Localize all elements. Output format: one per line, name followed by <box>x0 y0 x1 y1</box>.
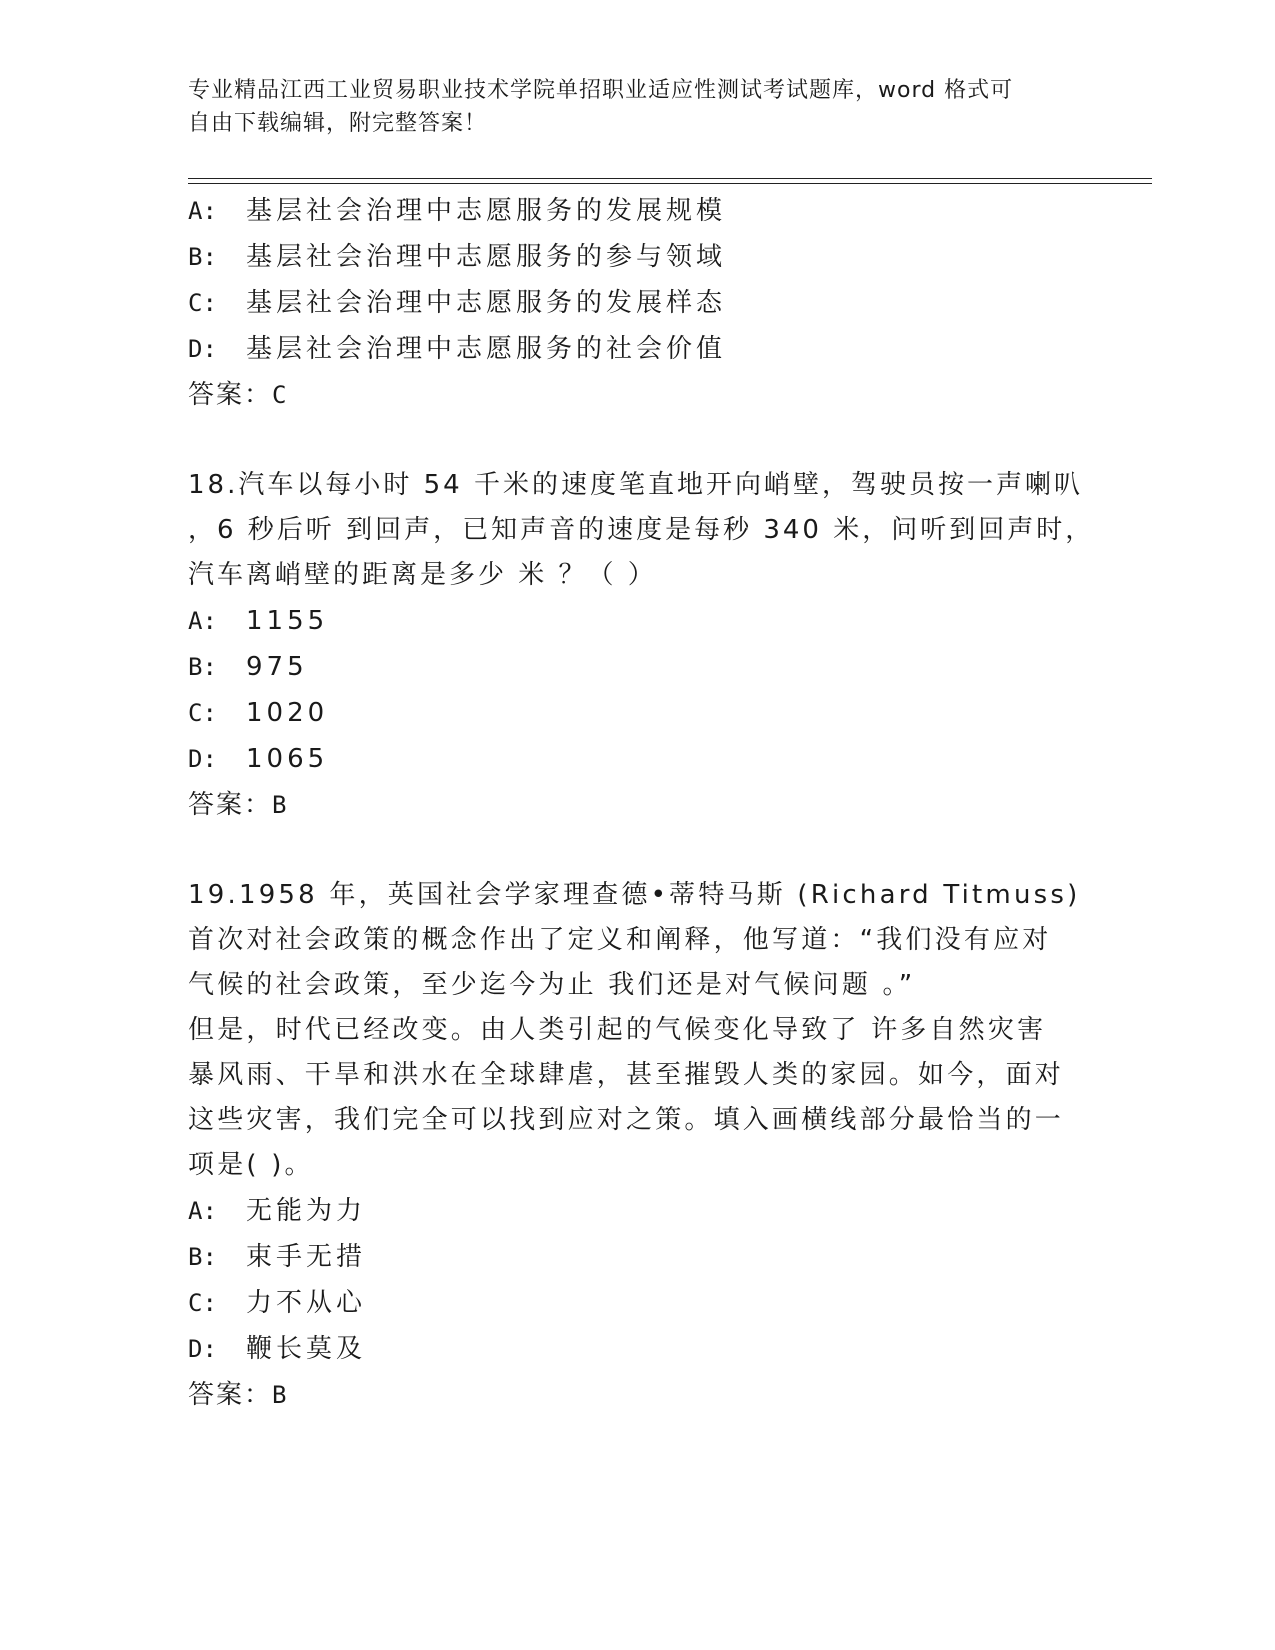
option-a <box>188 188 1088 234</box>
option-text: 基层社会治理中志愿服务的参与领域 <box>246 242 727 272</box>
option-letter: D: <box>188 745 217 773</box>
question-content <box>188 188 1095 1418</box>
option-text: 1065 <box>246 744 329 774</box>
stem-line: ，6 秒后听 到回声，已知声音的速度是每秒 340 米，问听到回声时， <box>188 515 1095 545</box>
stem-line: 首次对社会政策的概念作出了定义和阐释，他写道：“我们没有应对 <box>188 925 1052 955</box>
question-stem <box>188 463 1095 598</box>
option-letter: D: <box>188 1335 217 1363</box>
stem-line: 气候的社会政策，至少迄今为止 我们还是对气候问题 。” <box>188 970 916 1000</box>
spacer <box>188 828 1088 873</box>
question-17 <box>188 188 1088 418</box>
option-d <box>188 736 1088 782</box>
option-letter: B: <box>188 243 217 271</box>
option-letter: B: <box>188 653 217 681</box>
option-letter: C: <box>188 699 217 727</box>
stem-line: 暴风雨、干旱和洪水在全球肆虐，甚至摧毁人类的家园。如今，面对 <box>188 1060 1065 1090</box>
option-text: 基层社会治理中志愿服务的社会价值 <box>246 334 727 364</box>
answer-line <box>188 372 1088 418</box>
stem-line: 19.1958 年，英国社会学家理查德•蒂特马斯 (Richard Titmuss) <box>188 880 1081 910</box>
answer-value: C <box>272 381 289 409</box>
option-text: 1020 <box>246 698 329 728</box>
answer-label: 答案： <box>188 1380 273 1410</box>
option-d <box>188 326 1088 372</box>
option-b <box>188 644 1088 690</box>
option-letter: C: <box>188 1289 217 1317</box>
answer-value: B <box>272 1381 289 1409</box>
answer-label: 答案： <box>188 380 273 410</box>
header-divider-top <box>188 178 1152 179</box>
header-line-1: 专业精品江西工业贸易职业技术学院单招职业适应性测试考试题库，word 格式可 <box>188 78 1014 103</box>
stem-line: 汽车离峭壁的距离是多少 米 ？（ ） <box>188 560 657 590</box>
spacer <box>188 418 1088 463</box>
option-text: 无能为力 <box>246 1196 367 1226</box>
option-letter: A: <box>188 197 217 225</box>
option-a <box>188 1188 1088 1234</box>
option-c <box>188 690 1088 736</box>
header-line-2: 自由下载编辑，附完整答案！ <box>188 111 488 136</box>
header-divider-bottom <box>188 183 1152 184</box>
answer-line <box>188 782 1088 828</box>
option-letter: C: <box>188 289 217 317</box>
option-text: 1155 <box>246 606 329 636</box>
page-header <box>188 74 1068 140</box>
answer-value: B <box>272 791 289 819</box>
option-c <box>188 1280 1088 1326</box>
option-b <box>188 234 1088 280</box>
option-letter: B: <box>188 1243 217 1271</box>
option-c <box>188 280 1088 326</box>
option-a <box>188 598 1088 644</box>
option-letter: A: <box>188 607 217 635</box>
question-stem <box>188 873 1088 1188</box>
option-d <box>188 1326 1088 1372</box>
question-18 <box>188 463 1095 828</box>
option-text: 975 <box>246 652 308 682</box>
stem-line: 但是，时代已经改变。由人类引起的气候变化导致了 许多自然灾害 <box>188 1015 1047 1045</box>
option-text: 束手无措 <box>246 1242 367 1272</box>
option-b <box>188 1234 1088 1280</box>
option-text: 基层社会治理中志愿服务的发展规模 <box>246 196 727 226</box>
option-text: 鞭长莫及 <box>246 1334 367 1364</box>
stem-line: 这些灾害，我们完全可以找到应对之策。填入画横线部分最恰当的一 <box>188 1105 1065 1135</box>
option-text: 基层社会治理中志愿服务的发展样态 <box>246 288 727 318</box>
option-text: 力不从心 <box>246 1288 367 1318</box>
option-letter: A: <box>188 1197 217 1225</box>
answer-line <box>188 1372 1088 1418</box>
option-letter: D: <box>188 335 217 363</box>
answer-label: 答案： <box>188 790 273 820</box>
question-19 <box>188 873 1088 1418</box>
stem-line: 项是( )。 <box>188 1150 314 1180</box>
stem-line: 18.汽车以每小时 54 千米的速度笔直地开向峭壁，驾驶员按一声喇叭 <box>188 470 1083 500</box>
